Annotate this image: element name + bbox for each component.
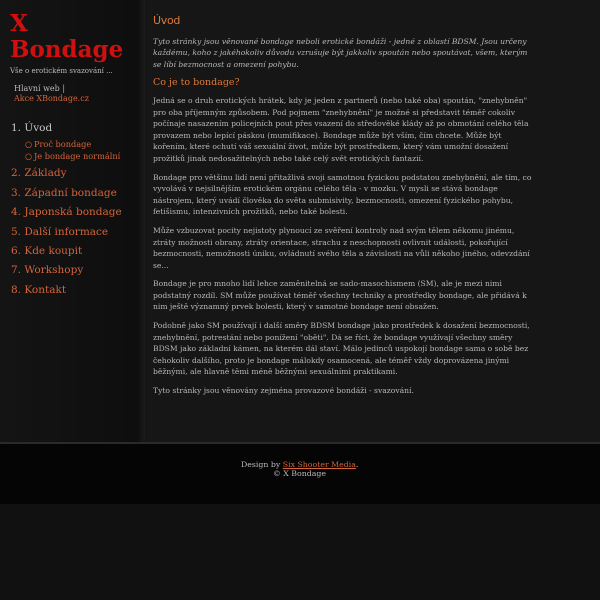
logo-line[interactable]: X	[10, 10, 28, 37]
designer-link[interactable]: Six Shooter Media	[282, 460, 356, 469]
design-credit	[241, 460, 358, 469]
paragraph: Podobně jako SM používají i další směry BDSM bondage jako prostředek k dosažení bezmocnosti, znehybnění, potrestání nebo ponížení "oběti". Dá se říct, že bondage využívají všechny směry BDSM jako základní kámen, na kterém dál staví. Málo jedinců uspokojí bondage sama o sobě bez čehokoliv dalšího, proto je bondage málokdy osamocená, ale téměř vždy doprovázena jinými běžnými, ale hlavně těmi méně běžnými sexuálními praktikami.	[153, 321, 530, 377]
nav-item-uvod[interactable]: 1. Úvod	[11, 122, 53, 134]
paragraph: Jedná se o druh erotických hrátek, kdy je jeden z partnerů (nebo také oba) spoután, "znehybněn" pro oba příjemným způsobem. Pod pojmem "znehybnění" je možné si představit téměř cokoliv počínaje nasazením policejních pout přes vsazení do středověké klády až po obmotání celého těla provazem nebo lepící páskou (mumifikace). Bondage může být vším, čím chcete. Může být kořením, které ochutí váš sexuální život, může být prostředkem, který vám umožní dosažení prožitků jinak nedosažitelných nebo také celý svět erotických fantazií.	[153, 95, 529, 163]
paragraph: Může vzbuzovat pocity nejistoty plynoucí ze svěření kontroly nad svým tělem někomu jinému, ztráty možnosti obrany, ztráty orientace, strachu z neschopnosti ovlivnit události, pokořující bezmocnosti, nemožnosti úniku, ovládnutí svého těla a závislosti na vůli někoho jiného, odevzdání se...	[153, 225, 530, 270]
subnav-label[interactable]: Je bondage normální	[34, 150, 121, 161]
paragraph: Bondage pro většinu lidí není přitažlivá svoji samotnou fyzickou podstatou znehybnění, ale tím, co vyvolává v nejsilnějším erotickém orgánu celého těla - v mozku. V mysli se stává bondage nástrojem, který uvádí člověka do světa submisivity, bezmocnosti, omezení fyzického pohybu, fetišismu, intenzivních prožitků, nebo také bolesti.	[153, 172, 532, 217]
tagline: Vše o erotickém svazování ...	[10, 67, 113, 75]
subnav-item-je-bondage-normalni[interactable]	[25, 151, 122, 163]
main-nav	[11, 121, 122, 302]
bullet-icon: ○	[25, 139, 33, 150]
footer	[0, 442, 600, 504]
credit-label: Design by	[241, 460, 281, 469]
nav-item-dalsi-informace[interactable]: 5. Další informace	[11, 225, 109, 238]
nav-item-workshopy[interactable]: 7. Workshopy	[11, 264, 84, 277]
subnav-label[interactable]: Proč bondage	[34, 139, 92, 150]
copyright: © X Bondage	[273, 469, 326, 478]
page-title: Úvod	[153, 14, 181, 27]
nav-item-kde-koupit[interactable]: 6. Kde koupit	[11, 244, 83, 257]
main-content	[153, 15, 533, 404]
paragraph: Tyto stránky jsou věnovány zejména provazové bondáži - svazování.	[153, 386, 414, 396]
subnav-item-proc-bondage[interactable]	[25, 139, 122, 151]
top-links	[14, 84, 89, 104]
logo-line[interactable]: Bondage	[10, 36, 124, 63]
separator: |	[62, 84, 66, 93]
period: .	[355, 460, 359, 469]
nav-item-japonska-bondage[interactable]: 4. Japonská bondage	[11, 206, 122, 219]
intro-text: Tyto stránky jsou věnované bondage neboli erotické bondáži - jedné z oblastí BDSM. Jsou určeny každému, koho z jakéhokoliv důvodu vzrušuje být jakkoliv spoután nebo spoutávat, všem, kterým se líbí bezmocnost a omezení pohybu.	[153, 36, 528, 69]
subnav	[25, 139, 122, 162]
event-link[interactable]: Akce XBondage.cz	[14, 94, 89, 103]
bullet-icon: ○	[25, 150, 33, 161]
nav-item-zapadni-bondage[interactable]: 3. Západní bondage	[11, 186, 117, 199]
nav-item-zaklady[interactable]: 2. Základy	[11, 167, 67, 180]
sidebar	[0, 0, 145, 442]
site-logo[interactable]	[10, 11, 123, 63]
section-heading: Co je to bondage?	[153, 77, 240, 89]
main-web-link[interactable]: Hlavní web	[14, 84, 60, 93]
paragraph: Bondage je pro mnoho lidí lehce zaměnitelná se sado-masochismem (SM), ale je mezi nimi podstatný rozdíl. SM může používat téměř všechny techniky a prostředky bondage, ale přidává k nim ještě významný prvek bolesti, který v samotné bondage není obsažen.	[153, 279, 527, 312]
nav-item-kontakt[interactable]: 8. Kontakt	[11, 283, 67, 296]
